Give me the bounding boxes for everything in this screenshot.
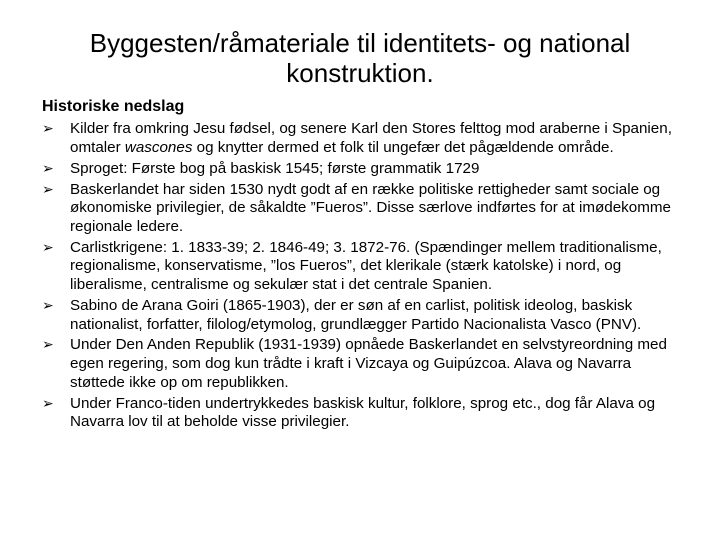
bullet-emphasis: wascones — [124, 138, 193, 156]
bullet-text — [70, 160, 479, 177]
arrow-bullet-icon: ➢ — [42, 297, 54, 314]
bullet-text-part: Kilder fra omkring Jesu fødsel, og senere Karl den Stores felttog mod araberne i Spanien, omtaler — [70, 120, 672, 156]
bullet-text — [70, 297, 641, 333]
bullet-text — [70, 239, 662, 293]
bullet-text-part: Under Den Anden Republik (1931-1939) opnåede Baskerlandet en selvstyreordning med egen regering, som dog kun trådte i kraft i Vizcaya og Guipúzcoa. Alava og Navarra støttede ikke op om republikken. — [70, 336, 667, 391]
arrow-bullet-icon: ➢ — [42, 181, 54, 198]
bullet-text-part: Sabino de Arana Goiri (1865-1903), der er søn af en carlist, politisk ideolog, baskisk nationalist, forfatter, filolog/etymolog, grundlægger Partido Nacionalista Vasco (PNV). — [70, 296, 642, 333]
bullet-text-part: og knytter dermed et folk til ungefær det pågældende område. — [192, 138, 614, 156]
bullet-item — [42, 239, 682, 295]
bullet-text — [70, 395, 655, 431]
bullet-text-part: Under Franco-tiden undertrykkedes baskisk kultur, folklore, sprog etc., dog får Alava og Navarra lov til at beholde visse privilegier. — [70, 394, 656, 431]
arrow-bullet-icon: ➢ — [42, 160, 54, 177]
bullet-text-part: Baskerlandet har siden 1530 nydt godt af en række politiske rettigheder samt sociale og økonomiske privilegier, de såkaldte ”Fueros”. Disse særlove indførtes for at imødekomme regionale ledere. — [70, 180, 671, 235]
bullet-text — [70, 120, 672, 156]
bullet-text-part: Sproget: Første bog på baskisk 1545; første grammatik 1729 — [70, 159, 480, 177]
bullet-text — [70, 336, 667, 390]
bullet-item — [42, 297, 682, 334]
bullet-list — [42, 120, 682, 434]
slide-title: Byggesten/råmateriale til identitets- og national konstruktion. — [89, 28, 631, 88]
section-heading: Historiske nedslag — [42, 98, 185, 115]
bullet-item — [42, 160, 682, 179]
bullet-item — [42, 120, 682, 157]
bullet-text-part: Carlistkrigene: 1. 1833-39; 2. 1846-49; 3. 1872-76. (Spændinger mellem traditionalisme, regionalisme, konservatisme, ”los Fueros”, det klerikale (stærk katolske) i nord, og liberalisme, centralisme og sekulær stat i det centrale Spanien. — [70, 238, 662, 293]
bullet-item — [42, 336, 682, 392]
bullet-item — [42, 181, 682, 237]
arrow-bullet-icon: ➢ — [42, 121, 54, 137]
arrow-bullet-icon: ➢ — [42, 395, 54, 412]
bullet-item — [42, 395, 682, 432]
arrow-bullet-icon: ➢ — [42, 337, 54, 354]
bullet-text — [70, 181, 671, 235]
arrow-bullet-icon: ➢ — [42, 239, 54, 256]
